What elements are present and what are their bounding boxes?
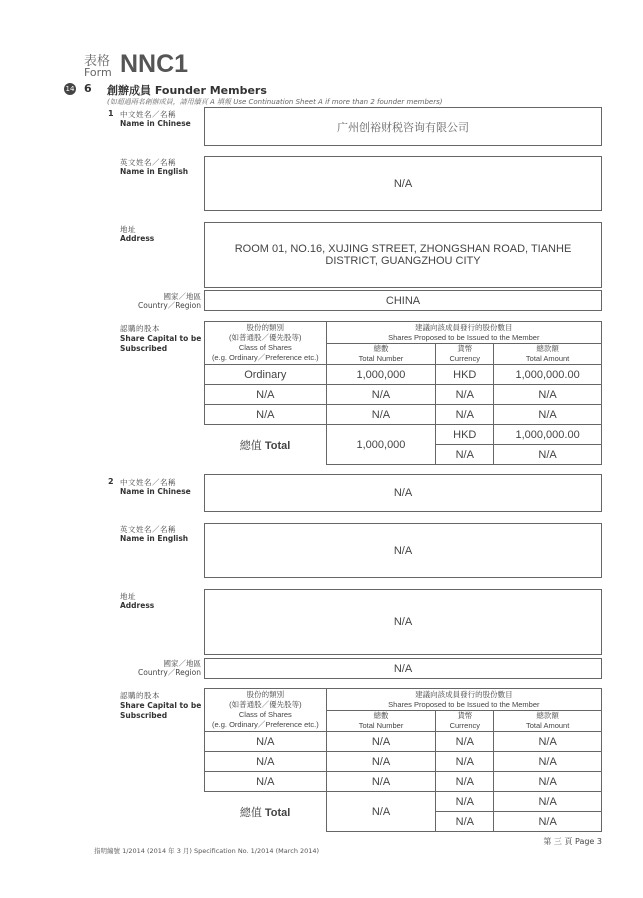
total-amount-cell[interactable]: N/A [494, 812, 602, 832]
form-code: NNC1 [120, 50, 189, 78]
total-label [205, 425, 327, 465]
member-2-english-name-field[interactable] [204, 523, 602, 578]
member-1-address-line1: ROOM 01, NO.16, XUJING STREET, ZHONGSHAN ROAD, TIANHE [234, 243, 572, 255]
class-header-zh-1: 股份的類別 [246, 690, 285, 699]
country-label-en: Country／Region [138, 668, 201, 677]
total-amount-cell[interactable]: N/A [494, 792, 602, 812]
form-label-en: Form [84, 66, 112, 79]
section-number: 6 [84, 82, 92, 95]
table-row [205, 732, 602, 752]
address-label-en: Address [120, 234, 155, 243]
member-1-country-field[interactable] [204, 290, 602, 311]
capital-label-en-2: Subscribed [120, 711, 168, 720]
share-class-cell[interactable]: N/A [205, 405, 327, 425]
share-number-cell[interactable]: 1,000,000 [326, 365, 436, 385]
table-row [205, 405, 602, 425]
chinese-name-label-en: Name in Chinese [120, 487, 191, 496]
total-currency-cell[interactable]: N/A [436, 792, 494, 812]
chinese-name-label-en: Name in Chinese [120, 119, 191, 128]
currency-header [436, 711, 494, 732]
member-2-address-line1: N/A [393, 616, 413, 628]
chinese-name-label-zh: 中文姓名／名稱 [120, 110, 176, 119]
class-header-en-1: Class of Shares [238, 343, 292, 352]
member-1-country-value: CHINA [385, 294, 421, 307]
page-number: 第 三 頁 Page 3 [543, 837, 602, 846]
member-2-share-table [204, 688, 602, 832]
member-1-chinese-name-field[interactable] [204, 107, 602, 146]
total-label-en: Total [264, 439, 291, 452]
total-row [205, 792, 602, 812]
share-class-cell[interactable]: Ordinary [205, 365, 327, 385]
currency-header [436, 344, 494, 365]
section-note: (如超過兩名創辦成員，請用續頁 A 填報 Use Continuation Sheet A if more than 2 founder members) [107, 98, 443, 106]
share-amount-cell[interactable]: N/A [494, 752, 602, 772]
class-header-en-1: Class of Shares [238, 710, 292, 719]
total-label-zh: 總值 [239, 439, 262, 452]
total-number-cell[interactable]: 1,000,000 [326, 425, 436, 465]
total-currency-cell[interactable]: HKD [436, 425, 494, 445]
total-number-header-zh: 總數 [373, 711, 389, 720]
currency-header-zh: 貨幣 [457, 711, 473, 720]
member-1-number: 1 [108, 109, 114, 118]
member-1-address-field[interactable] [204, 222, 602, 288]
member-1-english-name-field[interactable] [204, 156, 602, 211]
share-amount-cell[interactable]: N/A [494, 732, 602, 752]
total-number-cell[interactable]: N/A [326, 792, 436, 832]
share-currency-cell[interactable]: N/A [436, 752, 494, 772]
member-2-chinese-name-value: N/A [393, 487, 413, 499]
proposed-header-en: Shares Proposed to be Issued to the Member [388, 332, 540, 342]
class-header-en-2: (e.g. Ordinary／Preference etc.) [211, 353, 319, 362]
total-label-en: Total [264, 806, 291, 819]
member-2-country-field[interactable] [204, 658, 602, 679]
english-name-label-en: Name in English [120, 167, 189, 176]
share-number-cell[interactable]: N/A [326, 772, 436, 792]
total-number-header-en: Total Number [358, 721, 404, 730]
capital-label-en-1: Share Capital to be [120, 701, 202, 710]
share-class-cell[interactable]: N/A [205, 772, 327, 792]
total-amount-cell[interactable]: N/A [494, 445, 602, 465]
shares-proposed-header [326, 322, 601, 344]
section-title-en: Founder Members [154, 84, 267, 97]
share-class-cell[interactable]: N/A [205, 732, 327, 752]
table-row [205, 385, 602, 405]
total-currency-cell[interactable]: N/A [436, 812, 494, 832]
section-badge: 14 [65, 85, 75, 93]
class-header-en-2: (e.g. Ordinary／Preference etc.) [211, 720, 319, 729]
share-currency-cell[interactable]: N/A [436, 772, 494, 792]
member-2-address-field[interactable] [204, 589, 602, 655]
total-number-header-en: Total Number [358, 354, 404, 363]
capital-label-en-2: Subscribed [120, 344, 168, 353]
class-of-shares-header [205, 322, 327, 365]
class-header-zh-2: (如普通股／優先股等) [229, 700, 302, 709]
share-currency-cell[interactable]: N/A [436, 732, 494, 752]
english-name-label-zh: 英文姓名／名稱 [120, 158, 176, 167]
total-row [205, 425, 602, 445]
total-amount-header [494, 344, 602, 365]
country-label-en: Country／Region [138, 301, 201, 310]
total-amount-header-en: Total Amount [525, 721, 570, 730]
proposed-header-en: Shares Proposed to be Issued to the Member [388, 699, 540, 709]
capital-label-zh: 認購的股本 [120, 324, 160, 333]
share-number-cell[interactable]: N/A [326, 732, 436, 752]
capital-label-zh: 認購的股本 [120, 691, 160, 700]
share-currency-cell[interactable]: HKD [436, 365, 494, 385]
member-2-number: 2 [108, 477, 114, 486]
share-number-cell[interactable]: N/A [326, 752, 436, 772]
address-label-en: Address [120, 601, 155, 610]
total-amount-header-zh: 總款額 [536, 344, 559, 353]
member-1-chinese-name-value: 广州创裕财税咨询有限公司 [337, 121, 469, 134]
capital-label-en-1: Share Capital to be [120, 334, 202, 343]
class-header-zh-2: (如普通股／優先股等) [229, 333, 302, 342]
table-row [205, 752, 602, 772]
share-amount-cell[interactable]: N/A [494, 385, 602, 405]
member-1-address-line2: DISTRICT, GUANGZHOU CITY [325, 255, 481, 267]
address-label-zh: 地址 [120, 225, 136, 234]
currency-header-zh: 貨幣 [457, 344, 473, 353]
specification-note: 指明編號 1/2014 (2014 年 3 月) Specification No. 1/2014 (March 2014) [94, 847, 320, 855]
member-2-english-name-value: N/A [393, 544, 413, 557]
section-title-zh: 創辦成員 [107, 84, 151, 97]
section-title [107, 82, 267, 98]
share-amount-cell[interactable]: N/A [494, 405, 602, 425]
share-number-cell[interactable]: N/A [326, 385, 436, 405]
total-amount-header-zh: 總款額 [536, 711, 559, 720]
total-amount-header [494, 711, 602, 732]
total-currency-cell[interactable]: N/A [436, 445, 494, 465]
english-name-label-en: Name in English [120, 534, 189, 543]
chinese-name-label-zh: 中文姓名／名稱 [120, 478, 176, 487]
total-number-header [326, 711, 436, 732]
share-amount-cell[interactable]: N/A [494, 772, 602, 792]
shares-proposed-header [326, 689, 601, 711]
member-2-chinese-name-field[interactable] [204, 474, 602, 512]
share-currency-cell[interactable]: N/A [436, 385, 494, 405]
total-number-header [326, 344, 436, 365]
share-class-cell[interactable]: N/A [205, 385, 327, 405]
share-currency-cell[interactable]: N/A [436, 405, 494, 425]
total-amount-cell[interactable]: 1,000,000.00 [494, 425, 602, 445]
class-header-zh-1: 股份的類別 [246, 323, 285, 332]
total-number-header-zh: 總數 [373, 344, 389, 353]
form-label-zh: 表格 [84, 54, 111, 69]
currency-header-en: Currency [449, 721, 481, 730]
country-label-zh: 國家／地區 [163, 659, 201, 668]
share-class-cell[interactable]: N/A [205, 752, 327, 772]
currency-header-en: Currency [449, 354, 480, 363]
english-name-label-zh: 英文姓名／名稱 [120, 525, 176, 534]
table-row [205, 365, 602, 385]
class-of-shares-header [205, 689, 327, 732]
table-row [205, 772, 602, 792]
total-label-zh: 總值 [239, 806, 262, 819]
member-1-english-name-value: N/A [393, 177, 413, 190]
address-label-zh: 地址 [120, 592, 136, 601]
total-amount-header-en: Total Amount [525, 354, 570, 363]
country-label-zh: 國家／地區 [163, 292, 201, 301]
share-number-cell[interactable]: N/A [326, 405, 436, 425]
member-1-share-table [204, 321, 602, 465]
proposed-header-zh: 建議向該成員發行的股份數目 [415, 322, 513, 332]
member-2-country-value: N/A [393, 662, 413, 675]
proposed-header-zh: 建議向該成員發行的股份數目 [415, 689, 513, 699]
share-amount-cell[interactable]: 1,000,000.00 [494, 365, 602, 385]
total-label [205, 792, 327, 832]
